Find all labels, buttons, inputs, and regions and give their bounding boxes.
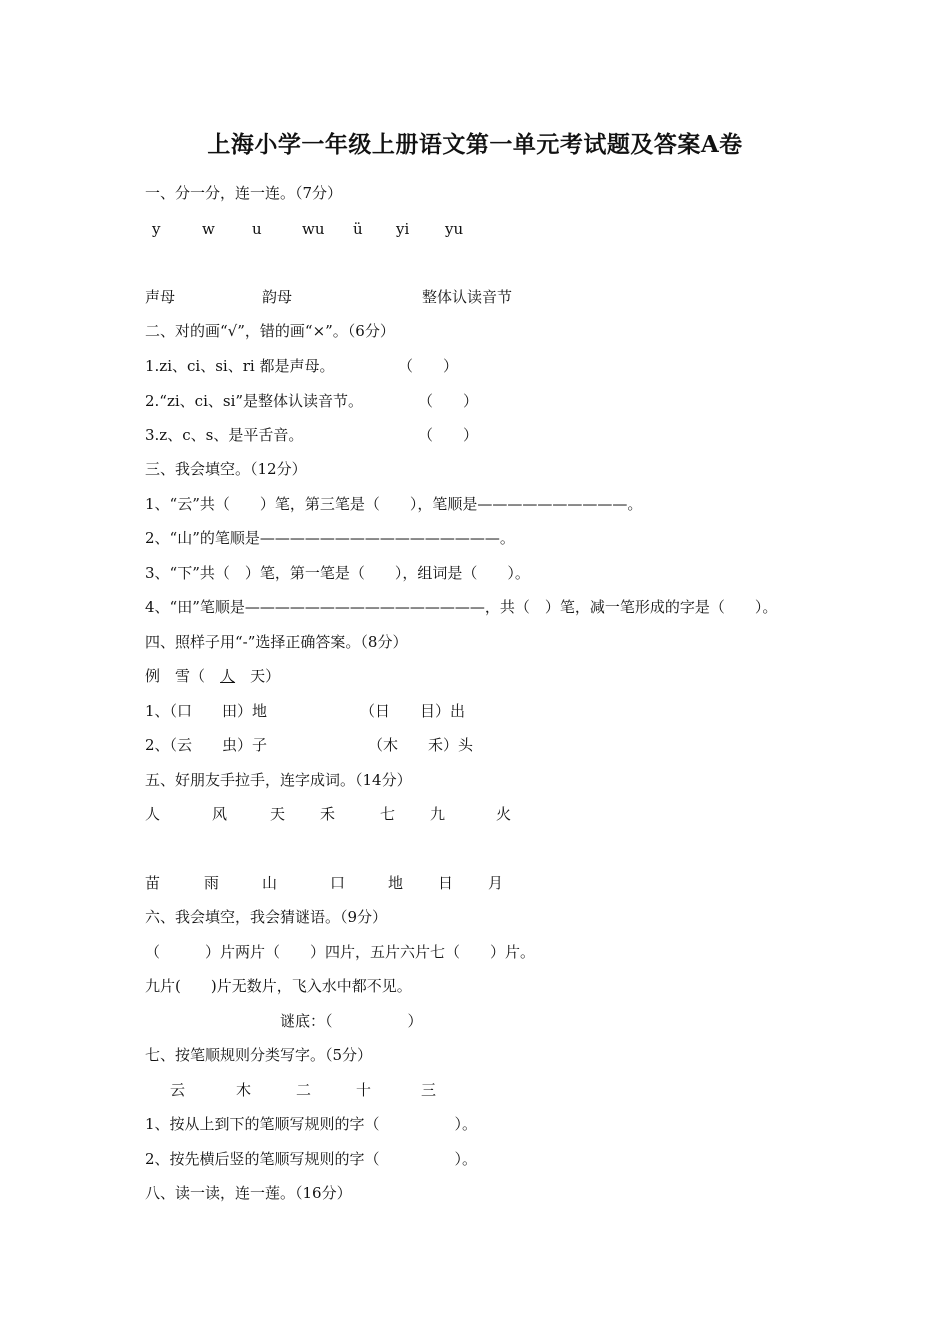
word-char: 火 [496, 805, 512, 823]
q4-heading: 四、照样子用“-”选择正确答案。（8分） [145, 633, 408, 651]
q3-item: 2、“山”的笔顺是————————————————。 [145, 529, 515, 547]
word-char: 人 [145, 805, 161, 823]
example-answer: 人 [220, 667, 236, 685]
pinyin-item: wu [302, 220, 325, 238]
word-char: 九 [430, 805, 446, 823]
q6-heading: 六、我会填空，我会猜谜语。（9分） [145, 908, 388, 926]
word-char: 天 [270, 805, 286, 823]
word-char: 地 [388, 874, 404, 892]
category-label: 韵母 [262, 288, 293, 306]
q2-heading: 二、对的画“√”，错的画“×”。（6分） [145, 322, 395, 340]
q5-heading: 五、好朋友手拉手，连字成词。（14分） [145, 771, 412, 789]
q2-item-blank: （ ） [418, 426, 479, 444]
q1-heading: 一、分一分，连一连。（7分） [145, 184, 343, 202]
sort-char: 木 [236, 1081, 252, 1099]
q2-item-text: 1.zi、ci、si、ri 都是声母。 [145, 357, 335, 375]
pinyin-item: yi [396, 220, 410, 238]
word-char: 月 [488, 874, 504, 892]
q6-answer: 谜底：（ ） [280, 1012, 423, 1030]
pinyin-item: yu [445, 220, 464, 238]
category-label: 整体认读音节 [422, 288, 513, 306]
q4-row-left: 1、（口 田）地 [145, 702, 268, 720]
sort-char: 二 [296, 1081, 312, 1099]
word-char: 七 [380, 805, 396, 823]
q4-row-left: 2、（云 虫）子 [145, 736, 268, 754]
q7-heading: 七、按笔顺规则分类写字。（5分） [145, 1046, 373, 1064]
q2-item-text: 2.“zi、ci、si”是整体认读音节。 [145, 392, 364, 410]
word-char: 风 [212, 805, 228, 823]
q3-item: 4、“田”笔顺是————————————————，共（ ）笔，减一笔形成的字是（ ）。 [145, 598, 778, 616]
word-char: 口 [330, 874, 346, 892]
q8-heading: 八、读一读，连一莲。（16分） [145, 1184, 352, 1202]
sort-char: 十 [356, 1081, 372, 1099]
q7-item: 2、按先横后竖的笔顺写规则的字（ ）。 [145, 1150, 478, 1168]
word-char: 苗 [145, 874, 161, 892]
q2-item-blank: （ ） [398, 357, 459, 375]
q3-item: 3、“下”共（ ）笔，第一笔是（ ），组词是（ ）。 [145, 564, 530, 582]
category-label: 声母 [145, 288, 176, 306]
sort-char: 云 [170, 1081, 186, 1099]
q3-heading: 三、我会填空。（12分） [145, 460, 307, 478]
pinyin-item: w [202, 220, 215, 238]
pinyin-item: y [152, 220, 161, 238]
page-title: 上海小学一年级上册语文第一单元考试题及答案A卷 [207, 131, 743, 158]
sort-char: 三 [421, 1081, 437, 1099]
q4-row-right: （木 禾）头 [368, 736, 474, 754]
q4-example [145, 666, 280, 686]
pinyin-item: u [252, 220, 262, 238]
q7-item: 1、按从上到下的笔顺写规则的字（ ）。 [145, 1115, 478, 1133]
word-char: 雨 [204, 874, 220, 892]
example-suffix: 天） [250, 667, 281, 685]
q6-riddle-line: （ ）片两片（ ）四片，五片六片七（ ）片。 [145, 943, 536, 961]
word-char: 禾 [320, 805, 336, 823]
q2-item-text: 3.z、c、s、是平舌音。 [145, 426, 304, 444]
q2-item-blank: （ ） [418, 392, 479, 410]
pinyin-item: ü [353, 220, 363, 238]
word-char: 日 [438, 874, 454, 892]
q4-row-right: （日 目）出 [360, 702, 466, 720]
word-char: 山 [262, 874, 278, 892]
example-prefix: 例 雪（ [145, 667, 206, 685]
q3-item: 1、“云”共（ ）笔，第三笔是（ ），笔顺是——————————。 [145, 495, 643, 513]
q6-riddle-line: 九片( )片无数片，飞入水中都不见。 [145, 977, 412, 995]
